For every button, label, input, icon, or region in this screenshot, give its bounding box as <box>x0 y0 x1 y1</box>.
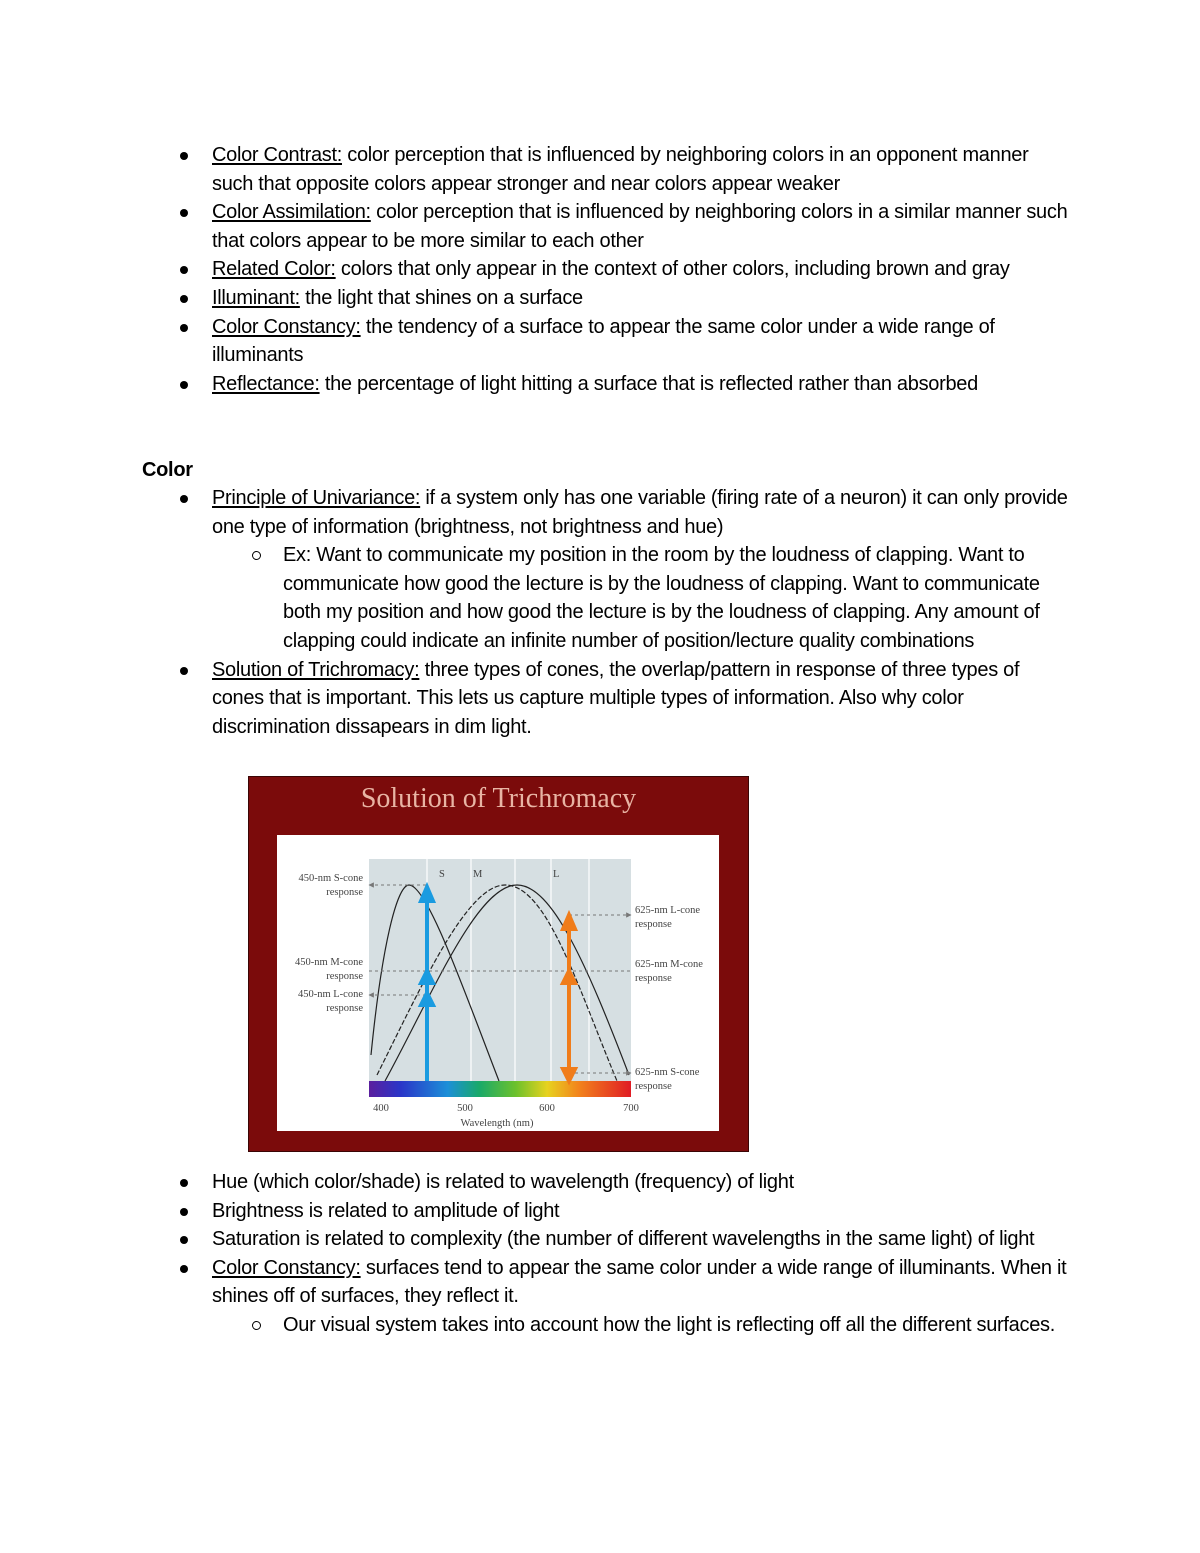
section-heading: Color <box>142 459 193 481</box>
item-text: Saturation is related to complexity (the number of different wavelengths in the same light) of light <box>212 1228 1035 1251</box>
definition: the percentage of light hitting a surface that is reflected rather than absorbed <box>319 372 978 395</box>
annotation-line: 450-nm L-cone <box>297 989 363 1000</box>
annotation-line: 625-nm L-cone <box>635 905 701 916</box>
term: Color Constancy: <box>212 1256 361 1279</box>
curve-label-m: M <box>473 869 483 880</box>
annotation-line: response <box>635 919 672 930</box>
annotation-line: 625-nm S-cone <box>635 1067 700 1078</box>
figure-title: Solution of Trichromacy <box>360 783 637 814</box>
list-item <box>212 284 1072 313</box>
sub-list-item: Our visual system takes into account how the light is reflecting off all the different surfaces. <box>283 1311 1072 1340</box>
annotation-line: response <box>326 1003 363 1014</box>
x-tick-label: 600 <box>539 1103 555 1114</box>
term: Color Contrast: <box>212 144 342 166</box>
term: Principle of Univariance: <box>212 487 421 509</box>
color-list <box>212 484 1072 741</box>
list-item <box>212 656 1072 742</box>
item-text: Hue (which color/shade) is related to wavelength (frequency) of light <box>212 1171 794 1193</box>
annotation-line: response <box>326 887 363 898</box>
list-item <box>212 484 1072 656</box>
x-tick-label: 400 <box>373 1103 389 1114</box>
x-axis-label: Wavelength (nm) <box>460 1118 534 1129</box>
term: Color Assimilation: <box>212 201 371 224</box>
definition: colors that only appear in the context of other colors, including brown and gray <box>335 258 1010 281</box>
definition: if a system only has one variable (firing rate of a neuron) it can only provide one type of information (brightness, not brightness and hue) <box>212 487 1068 538</box>
definition: surfaces tend to appear the same color under a wide range of illuminants. When it shines off of surfaces, they reflect it. <box>212 1256 1067 1308</box>
definition: the light that shines on a surface <box>299 286 583 309</box>
spectrum-bar <box>369 1081 631 1097</box>
list-item <box>212 1254 1072 1340</box>
list-item <box>212 255 1072 284</box>
definition: color perception that is influenced by neighboring colors in an opponent manner such that opposite colors appear stronger and near colors appear weaker <box>212 144 1029 195</box>
plot-background <box>369 859 631 1081</box>
x-tick-label: 700 <box>623 1103 639 1114</box>
curve-label-s: S <box>439 869 445 880</box>
x-tick-label: 500 <box>457 1103 473 1114</box>
definition: three types of cones, the overlap/pattern in response of three types of cones that is important. This lets us capture multiple types of information. Also why color discrimination dissapears in dim light. <box>212 658 1020 738</box>
curve-label-l: L <box>553 869 560 880</box>
definition: the tendency of a surface to appear the same color under a wide range of illuminants <box>212 315 995 367</box>
list-item <box>212 370 1072 399</box>
item-text: Brightness is related to amplitude of light <box>212 1199 560 1222</box>
term: Related Color: <box>212 258 336 281</box>
term: Illuminant: <box>212 286 300 309</box>
annotation-line: response <box>635 973 672 984</box>
term: Reflectance: <box>212 372 320 395</box>
list-item <box>212 198 1072 255</box>
cone-response-diagram <box>277 835 719 1131</box>
list-item <box>212 141 1072 198</box>
definitions-list <box>212 141 1072 398</box>
trichromacy-figure <box>248 776 749 1152</box>
light-properties-list <box>212 1168 1072 1340</box>
x-axis-ticks <box>373 1103 639 1114</box>
definition: color perception that is influenced by neighboring colors in a similar manner such that colors appear to be more similar to each other <box>212 201 1068 252</box>
annotation-line: 625-nm M-cone <box>635 959 703 970</box>
sub-list <box>212 541 1072 655</box>
sub-list <box>212 1311 1072 1340</box>
annotation-line: response <box>326 971 363 982</box>
list-item <box>212 1168 1072 1197</box>
figure-panel <box>277 835 719 1131</box>
annotation-line: 450-nm M-cone <box>295 957 363 968</box>
list-item <box>212 1225 1072 1254</box>
annotation-line: response <box>635 1081 672 1092</box>
sub-list-item: Ex: Want to communicate my position in the room by the loudness of clapping. Want to communicate how good the lecture is by the loudness of clapping. Want to communicate both my position and how good the lecture is by the loudness of clapping. Any amount of clapping could indicate an infinite number of position/lecture quality combinations <box>283 541 1072 655</box>
right-annotations <box>635 905 703 1092</box>
term: Solution of Trichromacy: <box>212 658 420 681</box>
term: Color Constancy: <box>212 315 361 338</box>
left-annotations <box>295 873 363 1014</box>
list-item <box>212 1197 1072 1226</box>
annotation-line: 450-nm S-cone <box>298 873 363 884</box>
list-item <box>212 313 1072 370</box>
